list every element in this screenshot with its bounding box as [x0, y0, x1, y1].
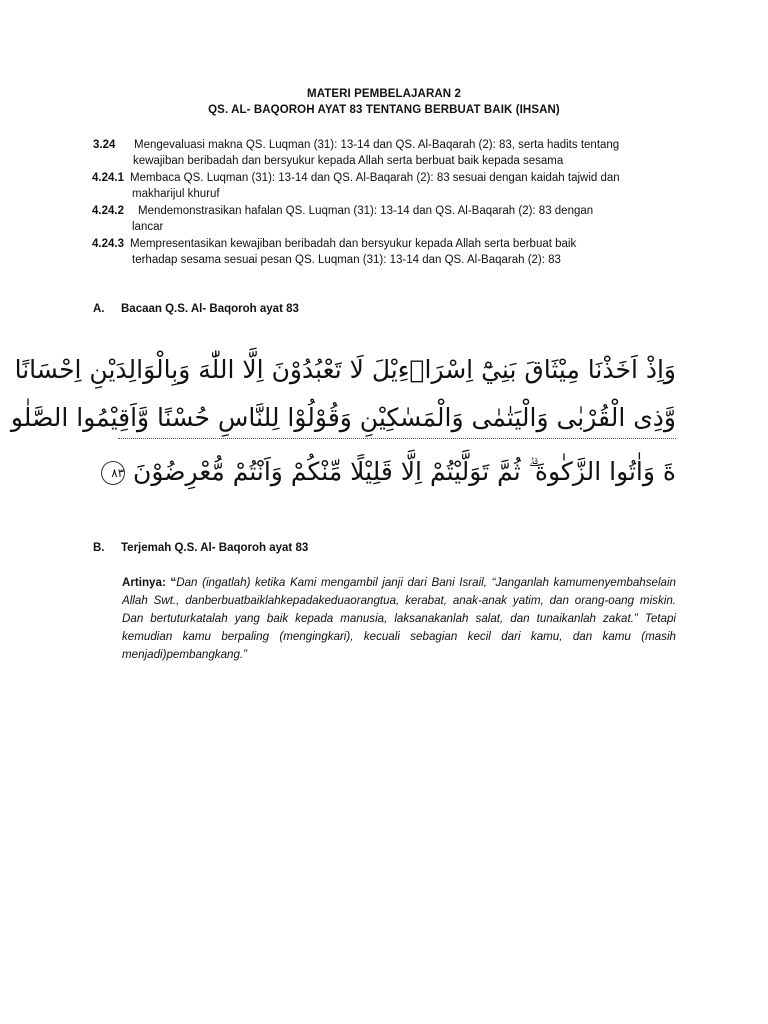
arabic-verse-line3	[111, 452, 676, 492]
section-letter: B.	[93, 542, 105, 554]
objective-text-line1: Mendemonstrasikan hafalan QS. Luqman (31): 13-14 dan QS. Al-Baqarah (2): 83 dengan	[138, 205, 594, 217]
objective-text-line1: Mengevaluasi makna QS. Luqman (31): 13-14 dan QS. Al-Baqarah (2): 83, serta hadits tentang	[134, 139, 620, 151]
translation-lead: Artinya: “	[122, 576, 177, 589]
objective-number: 4.24.3	[92, 238, 124, 250]
objective-text-line1: Membaca QS. Luqman (31): 13-14 dan QS. Al-Baqarah (2): 83 sesuai dengan kaidah tajwid dan	[130, 172, 620, 184]
objective-text-line2: makharijul khuruf	[132, 188, 220, 200]
section-title: Bacaan Q.S. Al- Baqoroh ayat 83	[121, 303, 299, 315]
objective-text-line1: Mempresentasikan kewajiban beribadah dan bersyukur kepada Allah serta berbuat baik	[130, 238, 577, 250]
translation-paragraph	[122, 574, 676, 664]
section-a-heading	[93, 302, 493, 318]
arabic-verse-line1: وَاِذْ اَخَذْنَا مِيْثَاقَ بَنِيْٓ اِسْرَاۤءِيْلَ لَا تَعْبُدُوْنَ اِلَّا اللّٰهَ وَبِالْوَالِدَيْنِ اِحْسَانًا	[14, 355, 676, 384]
objective-text-line2: lancar	[132, 221, 164, 233]
objective-number: 3.24	[93, 139, 116, 151]
objective-number: 4.24.1	[92, 172, 124, 184]
section-title: Terjemah Q.S. Al- Baqoroh ayat 83	[121, 542, 309, 554]
ayah-number-marker: ٨٣	[101, 461, 125, 485]
document-title: MATERI PEMBELAJARAN 2	[307, 88, 461, 100]
arabic-verse-line3-text: ةَ وَاٰتُوا الزَّكٰوةَ ۗ ثُمَّ تَوَلَّيْتُمْ اِلَّا قَلِيْلًا مِّنْكُمْ وَاَنْتُمْ مُّعْرِضُوْنَ	[133, 457, 676, 486]
objective-item	[93, 137, 693, 169]
arabic-verse	[10, 340, 676, 500]
objective-item	[92, 170, 702, 202]
objective-text-line2: kewajiban beribadah dan bersyukur kepada Allah serta berbuat baik kepada sesama	[133, 155, 564, 167]
objective-number: 4.24.2	[92, 205, 124, 217]
objective-item	[92, 236, 702, 268]
arabic-verse-line2: وَّذِى الْقُرْبٰى وَالْيَتٰمٰى وَالْمَسٰكِيْنِ وَقُوْلُوْا لِلنَّاسِ حُسْنًا وَّاَقِيْمُوا الصَّلٰو	[10, 403, 676, 432]
objective-text-line2: terhadap sesama sesuai pesan QS. Luqman (31): 13-14 dan QS. Al-Baqarah (2): 83	[132, 254, 561, 266]
dotted-separator	[118, 438, 676, 439]
section-b-heading	[93, 541, 493, 557]
document-subtitle: QS. AL- BAQOROH AYAT 83 TENTANG BERBUAT BAIK (IHSAN)	[208, 104, 560, 116]
objective-item	[92, 203, 702, 235]
section-letter: A.	[93, 303, 105, 315]
translation-body: Dan (ingatlah) ketika Kami mengambil janji dari Bani Israil, “Janganlah kamumenyembahselain Allah Swt., danberbuatbaiklahkepadakeduaorangtua, kerabat, anak-anak yatim, dan orang-oang miskin. Dan bertuturkatalah yang baik kepada manusia, laksanakanlah salat, dan tunaikanlah zakat.” Tetapi kemudian kamu berpaling (mengingkari), kecuali sebagian kecil dari kamu, dan kamu (masih menjadi)pembangkang.”	[122, 576, 677, 661]
